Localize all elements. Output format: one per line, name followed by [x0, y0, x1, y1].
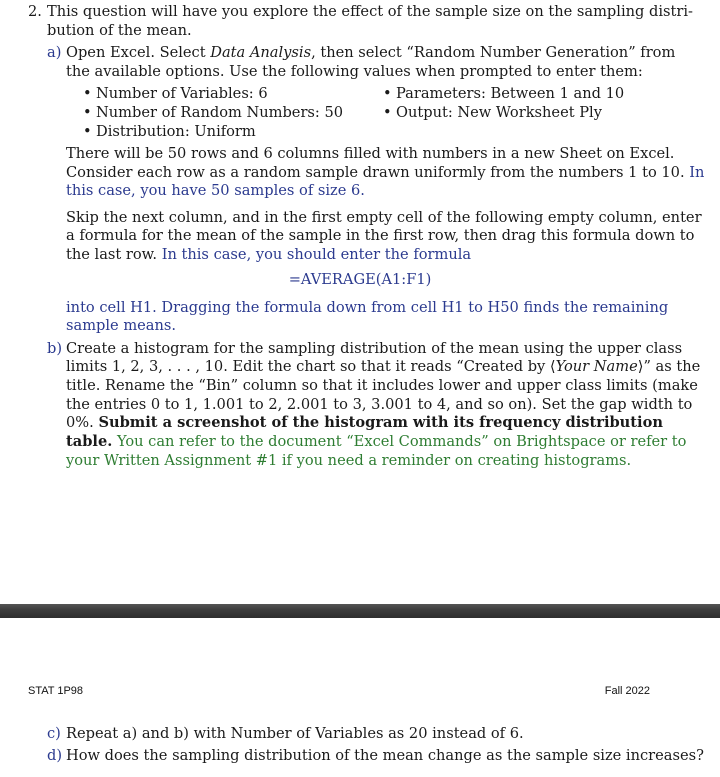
paragraph-line: Skip the next column, and in the first empty cell of the following empty column, enter: [66, 209, 702, 226]
course-header: STAT 1P98: [28, 685, 84, 697]
bold-instruction: Submit a screenshot of the histogram with its frequency distribution: [98, 414, 663, 431]
emphasis-text: Data Analysis: [210, 44, 312, 61]
paragraph-line: this case, you have 50 samples of size 6.: [66, 182, 365, 199]
text-span: ⟩” as the: [637, 358, 701, 375]
paragraph-line: a formula for the mean of the sample in the first row, then drag this formula down to: [66, 227, 695, 244]
paragraph-line: [66, 246, 471, 265]
paragraph-line: There will be 50 rows and 6 columns filled with numbers in a new Sheet on Excel.: [66, 145, 675, 162]
part-b-line: Create a histogram for the sampling distribution of the mean using the upper class: [66, 340, 683, 357]
part-c-text: Repeat a) and b) with Number of Variables as 20 instead of 6.: [66, 725, 524, 742]
highlight-text: In this case, you should enter the formula: [157, 246, 472, 263]
question-intro-line: This question will have you explore the effect of the sample size on the sampling distri-: [47, 3, 693, 20]
formula-display: =AVERAGE(A1:F1): [288, 271, 432, 288]
part-b-line: [66, 433, 686, 452]
paragraph-line: [66, 164, 704, 183]
part-a-marker: a): [47, 44, 62, 61]
part-b-line: [66, 414, 663, 433]
question-intro-line: bution of the mean.: [47, 22, 192, 39]
bullet-item: • Output: New Worksheet Ply: [396, 104, 602, 123]
text-span: the last row.: [66, 246, 158, 263]
part-b-line: the entries 0 to 1, 1.001 to 2, 2.001 to 3, 3.001 to 4, and so on). Set the gap width to: [66, 396, 693, 413]
text-span: 0%.: [66, 414, 99, 431]
part-c-marker: c): [47, 725, 61, 742]
part-b-line: your Written Assignment #1 if you need a reminder on creating histograms.: [66, 452, 632, 469]
question-number: 2.: [28, 3, 42, 20]
highlight-text: In: [684, 164, 705, 181]
term-header: Fall 2022: [604, 685, 650, 697]
part-a-line: the available options. Use the following values when prompted to enter them:: [66, 63, 643, 80]
page-lower: [0, 618, 720, 777]
part-b-line: [66, 358, 700, 377]
bullet-item: • Number of Variables: 6: [96, 85, 268, 104]
note-text: You can refer to the document “Excel Commands” on Brightspace or refer to: [112, 433, 687, 450]
text-span: Open Excel. Select: [66, 44, 211, 61]
emphasis-text: Your Name: [555, 358, 638, 375]
page-break-divider: [0, 604, 720, 618]
part-d-marker: d): [47, 747, 63, 764]
part-b-line: title. Rename the “Bin” column so that it includes lower and upper class limits (make: [66, 377, 698, 394]
bold-instruction: table.: [66, 433, 113, 450]
bullet-item: • Parameters: Between 1 and 10: [396, 85, 624, 104]
bullet-item: • Distribution: Uniform: [96, 123, 256, 142]
text-span: Consider each row as a random sample drawn uniformly from the numbers 1 to 10.: [66, 164, 685, 181]
text-span: , then select “Random Number Generation” from: [311, 44, 676, 61]
bullet-item: • Number of Random Numbers: 50: [96, 104, 343, 123]
part-d-text: How does the sampling distribution of the mean change as the sample size increases?: [66, 747, 704, 764]
part-b-marker: b): [47, 340, 63, 357]
paragraph-line: into cell H1. Dragging the formula down from cell H1 to H50 finds the remaining: [66, 299, 669, 316]
paragraph-line: sample means.: [66, 317, 177, 334]
text-span: limits 1, 2, 3, . . . , 10. Edit the chart so that it reads “Created by ⟨: [66, 358, 556, 375]
part-a-line: [66, 44, 675, 63]
